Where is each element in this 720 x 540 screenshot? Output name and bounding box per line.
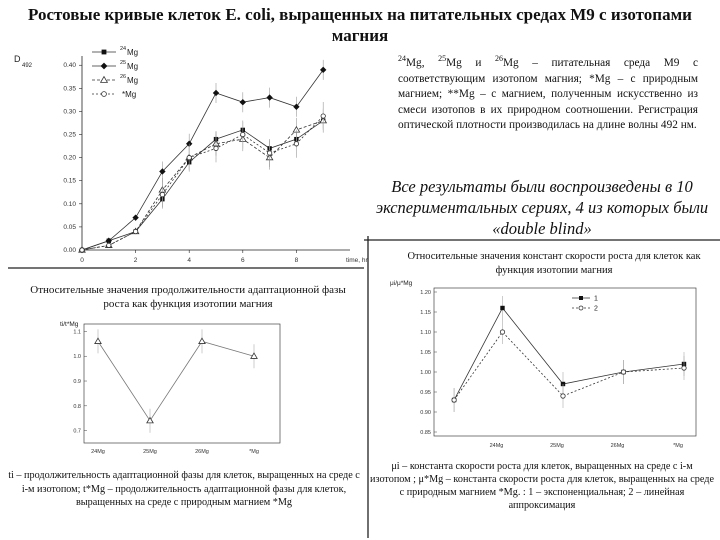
plot-frame [84,324,280,443]
y-tick-label: 0.40 [63,62,76,70]
y-tick-label: 0.9 [73,379,81,386]
y-tick-label: 1.05 [420,350,431,356]
x-category-label: 24Mg [91,449,105,455]
legend-label: Mg [127,62,139,71]
slide-title: Ростовые кривые клеток E. coli, выращенных на питательных средах М9 с изотопами магния [28,5,692,45]
y-tick-label: 1.10 [420,330,431,336]
y-tick-label: 1.15 [420,310,431,316]
y-tick-label: 0.95 [420,390,431,396]
y-tick-label: 0.05 [63,223,76,231]
x-axis-label: time, hr [346,257,368,264]
y-axis-label-sub: 492 [22,63,33,69]
legend-label: 2 [594,305,598,313]
y-tick-label: 0.15 [63,177,76,185]
x-category-label: 25Mg [143,449,157,455]
y-tick-label: 1.1 [73,329,81,336]
data-point [500,306,504,310]
x-tick-label: 6 [240,257,245,264]
y-axis-label: ti/t*Mg [60,321,79,328]
data-point [95,338,101,343]
caption-rate-constants: Относительные значения констант скорости роста для клеток как функция изотопии магния [407,251,701,276]
legend-label: Mg [127,48,139,57]
x-category-label: *Mg [249,449,259,455]
y-tick-label: 0.35 [63,85,76,93]
legend-marker [579,296,583,300]
legend-rate-constants: μi – константа скорости роста для клеток, выращенных на среде с i-м изотопом ; μ*Mg – константа скорости роста для клеток, выращенных на среде с природным магнием *Mg. : 1 – экспоненциальная; 2 – линейная аппроксимация [370,461,714,511]
x-tick-label: 8 [294,257,299,264]
data-point [500,330,504,334]
series-line [454,332,684,400]
x-category-label: 26Mg [195,449,209,455]
legend-sup: 25 [120,60,127,66]
note-text-a: Mg, [406,57,439,69]
data-point [621,370,625,374]
legend-label: Mg [127,76,139,85]
y-tick-label: 1.00 [420,370,431,376]
series-line [454,305,684,400]
plot-frame [434,288,696,436]
y-tick-label: 0.85 [420,430,431,436]
data-point [452,398,456,402]
x-tick-label: 2 [133,257,138,264]
caption-adaptation-phase: Относительные значения продолжительности адаптационной фазы роста как функция изотопии магния [30,284,346,310]
y-tick-label: 0.10 [63,200,76,208]
data-point [561,394,565,398]
y-tick-label: 1.20 [420,290,431,296]
adaptation-phase-chart [40,318,340,468]
legend-marker [579,306,583,310]
note-iso-26: 26 [494,54,503,64]
data-point [147,417,153,422]
x-category-label: *Mg [673,443,683,449]
y-tick-label: 0.8 [73,403,81,410]
legend-sup: 24 [120,46,127,52]
legend-label: *Mg [122,90,137,99]
y-tick-label: 0.25 [63,131,76,139]
data-point [199,338,205,343]
legend-sup: 26 [120,74,127,80]
x-tick-label: 4 [187,257,192,264]
x-category-label: 24Mg [489,443,504,449]
rate-constants-chart [386,276,716,461]
x-category-label: 25Mg [550,443,564,449]
legend-label: 1 [594,295,598,303]
y-axis-label: μi/μ*Mg [390,280,413,287]
legend-adaptation-phase: ti – продолжительность адаптационной фазы для клеток, выращенных на среде с i-м изотопом; t*Mg – продолжительность адаптационной фазы для клеток, выращенных на среде с природным магнием *Mg [8,470,360,508]
note-text-c: Mg – питательная среда М9 с соответствующим изотопом магния; *Mg – с природным магнием; **Mg – с магнием, полученным искусственно из смеси изотопов в их природном соотношении. Регистрация оптической плотности производилась на длине волны 492 нм. [398,57,699,131]
x-category-label: 26Mg [610,443,625,449]
y-tick-label: 0.30 [63,108,76,116]
y-tick-label: 0.7 [73,428,81,435]
y-axis-label: D [14,54,21,64]
note-iso-24: 24 [398,54,406,64]
note-iso-25: 25 [438,54,447,64]
y-tick-label: 0.90 [420,410,431,416]
x-tick-label: 0 [80,257,84,264]
y-tick-label: 0.00 [63,247,76,254]
note-text-b: Mg и [446,57,495,69]
y-tick-label: 0.20 [63,154,76,162]
data-point [682,366,686,370]
reproducibility-note: Все результаты были воспроизведены в 10 экспериментальных сериях, 4 из которых были «double blind» [375,177,709,238]
y-tick-label: 1.0 [73,354,81,361]
series-line [98,341,254,420]
